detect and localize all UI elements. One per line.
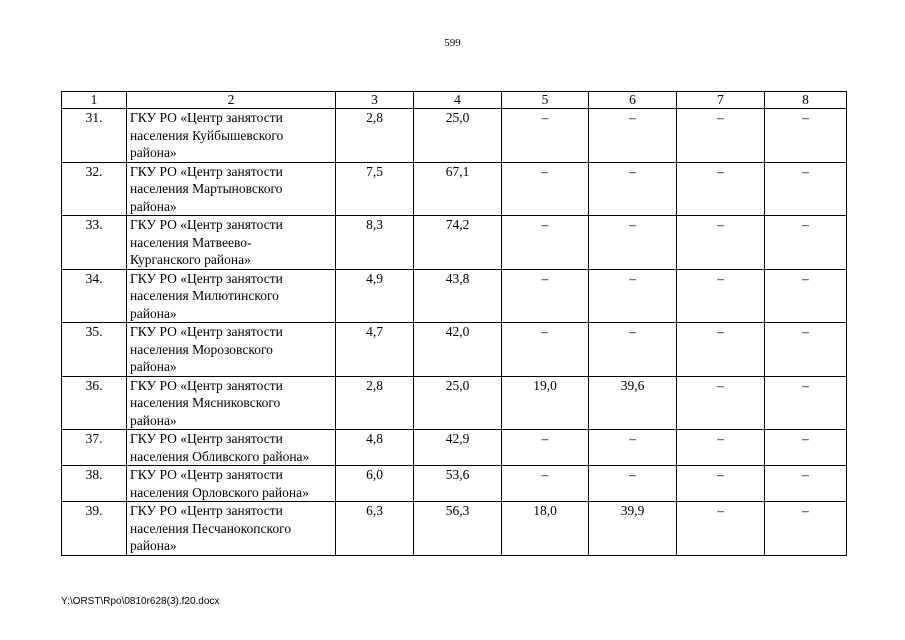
value-cell-col6: – [589,269,677,323]
value-cell-col4: 43,8 [414,269,502,323]
value-cell-col8: – [765,466,847,502]
organization-name-line: ГКУ РО «Центр занятости [130,110,283,125]
row-number-cell: 39. [62,502,127,556]
value-cell-col4: 56,3 [414,502,502,556]
organization-name-line: ГКУ РО «Центр занятости [130,467,283,482]
column-header: 3 [336,92,414,109]
organization-name-cell [127,376,336,430]
value-cell-col7: – [677,162,765,216]
organization-name-line: населения Мясниковского [130,395,281,410]
file-path-footer: Y:\ORST\Rpo\0810r628(3).f20.docx [61,596,220,607]
row-number-cell: 35. [62,323,127,377]
value-cell-col4: 74,2 [414,216,502,270]
column-header: 6 [589,92,677,109]
row-number-cell: 37. [62,430,127,466]
column-header: 7 [677,92,765,109]
organization-name-line: населения Милютинского [130,288,279,303]
table-row [62,216,847,270]
value-cell-col8: – [765,376,847,430]
value-cell-col7: – [677,269,765,323]
value-cell-col5: – [502,323,589,377]
value-cell-col8: – [765,216,847,270]
value-cell-col4: 25,0 [414,376,502,430]
value-cell-col7: – [677,109,765,163]
value-cell-col6: – [589,162,677,216]
organization-name-line: района» [130,412,177,428]
table-row [62,109,847,163]
value-cell-col6: – [589,466,677,502]
organization-name-line: ГКУ РО «Центр занятости [130,270,283,286]
value-cell-col8: – [765,109,847,163]
organization-name-cell [127,269,336,323]
value-cell-col5: 18,0 [502,502,589,556]
value-cell-col6: 39,9 [589,502,677,556]
organization-name-line: населения Обливского района» [130,448,310,464]
organization-name-line: района» [130,145,177,160]
value-cell-col3: 4,9 [336,269,414,323]
value-cell-col5: – [502,216,589,270]
organization-name-line: населения Мартыновского [130,181,283,196]
table-row [62,269,847,323]
value-cell-col4: 25,0 [414,109,502,163]
organization-name-cell [127,430,336,466]
column-header: 2 [127,92,336,109]
value-cell-col5: – [502,162,589,216]
value-cell-col7: – [677,466,765,502]
organization-name-line: населения Куйбышевского [130,127,284,143]
value-cell-col3: 2,8 [336,376,414,430]
value-cell-col5: 19,0 [502,376,589,430]
header-row [62,92,847,109]
value-cell-col8: – [765,430,847,466]
organization-name-cell [127,109,336,163]
value-cell-col6: – [589,109,677,163]
organization-name-line: района» [130,538,177,553]
table-row [62,466,847,502]
organization-name-cell [127,323,336,377]
table-row [62,502,847,556]
row-number-cell: 31. [62,109,127,163]
value-cell-col3: 4,8 [336,430,414,466]
value-cell-col6: – [589,216,677,270]
organization-name-line: ГКУ РО «Центр занятости [130,377,283,393]
value-cell-col4: 67,1 [414,162,502,216]
value-cell-col6: – [589,323,677,377]
organization-name-line: ГКУ РО «Центр занятости [130,163,283,179]
organization-name-cell [127,216,336,270]
value-cell-col5: – [502,430,589,466]
table-body [62,109,847,556]
organization-name-line: населения Матвеево- [130,234,252,250]
value-cell-col3: 2,8 [336,109,414,163]
value-cell-col8: – [765,502,847,556]
organization-name-line: населения Морозовского [130,341,273,357]
column-header: 1 [62,92,127,109]
organization-name-line: района» [130,359,177,374]
value-cell-col5: – [502,466,589,502]
table-row [62,376,847,430]
table-row [62,323,847,377]
value-cell-col3: 7,5 [336,162,414,216]
value-cell-col8: – [765,269,847,323]
organization-name-line: ГКУ РО «Центр занятости [130,324,283,339]
organization-name-cell [127,502,336,556]
value-cell-col8: – [765,162,847,216]
value-cell-col6: – [589,430,677,466]
organization-name-line: населения Песчанокопского [130,520,292,536]
value-cell-col7: – [677,376,765,430]
value-cell-col4: 53,6 [414,466,502,502]
column-header: 4 [414,92,502,109]
value-cell-col3: 4,7 [336,323,414,377]
value-cell-col4: 42,9 [414,430,502,466]
row-number-cell: 32. [62,162,127,216]
value-cell-col7: – [677,323,765,377]
row-number-cell: 38. [62,466,127,502]
column-header: 5 [502,92,589,109]
row-number-cell: 34. [62,269,127,323]
value-cell-col3: 8,3 [336,216,414,270]
organization-name-line: ГКУ РО «Центр занятости [130,217,283,232]
value-cell-col5: – [502,109,589,163]
value-cell-col3: 6,3 [336,502,414,556]
table-row [62,162,847,216]
value-cell-col6: 39,6 [589,376,677,430]
organization-name-line: ГКУ РО «Центр занятости [130,503,283,518]
organization-name-line: Курганского района» [130,252,251,267]
data-table [61,91,847,556]
organization-name-cell [127,466,336,502]
row-number-cell: 36. [62,376,127,430]
organization-name-line: района» [130,305,177,321]
table-row [62,430,847,466]
organization-name-line: населения Орловского района» [130,484,309,500]
value-cell-col8: – [765,323,847,377]
value-cell-col5: – [502,269,589,323]
organization-name-line: района» [130,198,177,214]
value-cell-col4: 42,0 [414,323,502,377]
row-number-cell: 33. [62,216,127,270]
organization-name-cell [127,162,336,216]
value-cell-col7: – [677,502,765,556]
organization-name-line: ГКУ РО «Центр занятости [130,431,283,446]
value-cell-col7: – [677,430,765,466]
value-cell-col3: 6,0 [336,466,414,502]
column-header: 8 [765,92,847,109]
value-cell-col7: – [677,216,765,270]
page-number: 599 [444,37,461,49]
